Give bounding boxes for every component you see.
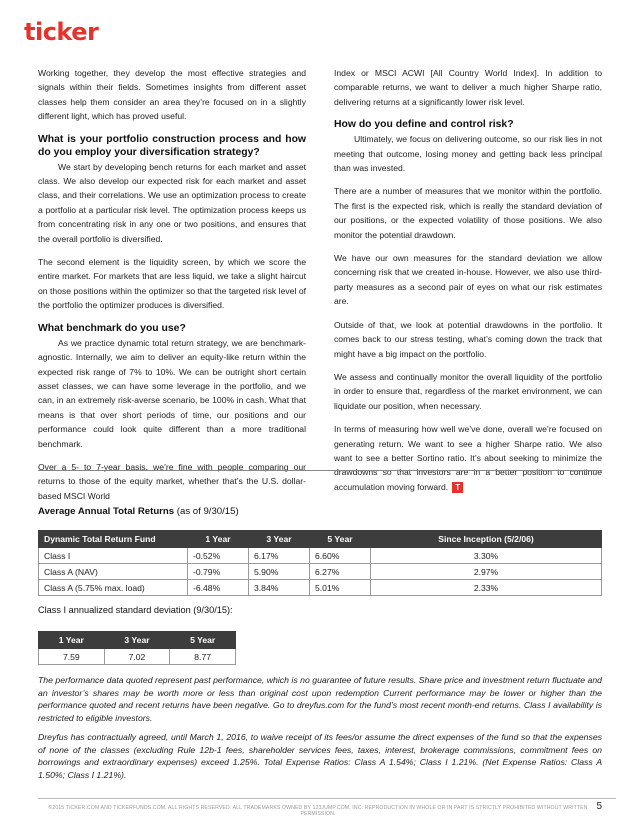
- returns-title-date: (as of 9/30/15): [174, 506, 239, 517]
- header-cell: 3 Year: [249, 531, 310, 548]
- table-cell: -0.79%: [188, 564, 249, 580]
- table-cell: 5.90%: [249, 564, 310, 580]
- header-cell: Since Inception (5/2/06): [371, 531, 602, 548]
- std-dev-table: [38, 631, 236, 665]
- paragraph: As we practice dynamic total return strategy, we are benchmark-agnostic. Internally, we aim to deliver an equity-like return within the expected risk range of 7% to 10%. We can be outright short certain asset classes, we can have some leverage in the portfolio, and we can, in an extremely risk-averse scenario, be 100% in cash. What that means is that over short periods of time, our positions and our performance could look quite different than a more traditional benchmark.: [38, 337, 306, 449]
- footer-divider: [38, 798, 616, 799]
- paragraph: There are a number of measures that we monitor within the portfolio. The first is the expected risk, which is really the standard deviation of our positions, or the expected volatility of those positions. We also monitor the potential drawdown.: [334, 186, 602, 240]
- table-cell: 3.84%: [249, 580, 310, 596]
- expense-disclaimer: Dreyfus has contractually agreed, until March 1, 2016, to waive receipt of its fees/or assume the direct expenses of the fund so that the expenses of none of the classes (excluding Rule 12b-1 fees, shareholder services fees, taxes, interest, brokerage commissions, commitment fees on borrowings and extraordinary expenses) exceed 1.25%. Total Expense Ratios: Class A 1.54%; Class I 1.21%. (Net Expense Ratios: Class A 1.50%; Class I 1.21%).: [38, 732, 602, 780]
- header-cell: 5 Year: [170, 632, 236, 649]
- paragraph-text: In terms of measuring how well we’ve done, overall we’re focused on generating return. We want to see a higher Sharpe ratio. We also want to see a better Sortino ratio. It’s about seeking to minimize the drawdowns so that investors are in a better position to continue accumulation moving forward.: [334, 424, 602, 492]
- returns-table: [38, 530, 602, 596]
- table-cell: -0.52%: [188, 548, 249, 564]
- table-cell: 6.60%: [310, 548, 371, 564]
- paragraph: Outside of that, we look at potential drawdowns in the portfolio. It comes back to our stress testing, what’s coming down the track that might have a big impact on the portfolio.: [334, 319, 602, 359]
- header-cell: Dynamic Total Return Fund: [39, 531, 188, 548]
- returns-title-bold: Average Annual Total Returns: [38, 506, 175, 517]
- section-heading: What is your portfolio construction process and how do you employ your diversification strategy?: [38, 133, 306, 158]
- paragraph: Over a 5- to 7-year basis, we’re fine with people comparing our returns to those of the equity market, whether that’s the U.S. dollar-based MSCI World: [38, 461, 306, 501]
- table-row: [39, 580, 602, 596]
- table-cell: 8.77: [170, 649, 236, 665]
- section-heading: How do you define and control risk?: [334, 119, 514, 131]
- paragraph: Index or MSCI ACWI [All Country World Index]. In addition to comparable returns, we want to deliver a much higher Sharpe ratio, delivering returns at a significantly lower risk level.: [334, 68, 602, 107]
- section-divider: [38, 470, 602, 471]
- copyright-footer: ©2015 TICKER.COM AND TICKERFUNDS.COM. ALL RIGHTS RESERVED. ALL TRADEMARKS OWNED BY 123JUMP.COM, INC. REPRODUCTION IN WHOLE OR IN PART IS STRICTLY PROHIBITED WITHOUT WRITTEN PERMISSION.: [48, 805, 588, 817]
- paragraph: Ultimately, we focus on delivering outcome, so our risk lies in not meeting that outcome, losing money and getting back less principal than was invested.: [334, 134, 602, 174]
- table-cell: 3.30%: [371, 548, 602, 564]
- paragraph: [334, 422, 602, 494]
- ticker-logo: ticker: [24, 18, 99, 46]
- ticker-end-mark-icon: T: [452, 482, 463, 493]
- table-row: [39, 548, 602, 564]
- returns-title: [38, 506, 239, 517]
- table-row: [39, 649, 236, 665]
- section-heading: What benchmark do you use?: [38, 322, 186, 334]
- table-cell: 2.97%: [371, 564, 602, 580]
- header-cell: 3 Year: [104, 632, 170, 649]
- table-cell: 5.01%: [310, 580, 371, 596]
- header-cell: 1 Year: [188, 531, 249, 548]
- std-dev-title: Class I annualized standard deviation (9/30/15):: [38, 605, 233, 615]
- header-cell: 5 Year: [310, 531, 371, 548]
- page-number: 5: [596, 801, 602, 812]
- table-row: [39, 564, 602, 580]
- table-cell: Class I: [39, 548, 188, 564]
- table-cell: 2.33%: [371, 580, 602, 596]
- table-cell: Class A (NAV): [39, 564, 188, 580]
- table-cell: 7.02: [104, 649, 170, 665]
- paragraph: We have our own measures for the standard deviation we allow concerning risk that we created in-house. However, we also use third-party measures as a second pair of eyes on what our risk estimates are.: [334, 253, 602, 307]
- paragraph: Working together, they develop the most effective strategies and signals within their fields. Sometimes insights from different asset classes help them consider an area they’re focused on in a slightly different light, which has proved useful.: [38, 68, 306, 122]
- paragraph: We assess and continually monitor the overall liquidity of the portfolio in order to ensure that, regardless of the market environment, we can liquidate our position, when necessary.: [334, 371, 602, 411]
- left-column: [38, 66, 306, 512]
- table-header-row: [39, 531, 602, 548]
- table-cell: 6.27%: [310, 564, 371, 580]
- table-cell: Class A (5.75% max. load): [39, 580, 188, 596]
- performance-disclaimer: The performance data quoted represent past performance, which is no guarantee of future results. Share price and investment return fluctuate and an investor’s shares may be worth more or less than original cost upon redemption Current performance may be lower or higher than the performance quoted and recent returns have been negative. Go to dreyfus.com for the fund’s most recent month-end returns. Class I availability is restricted to eligible investors.: [38, 675, 602, 723]
- paragraph: We start by developing bench returns for each market and asset class. We also develop our expected risk for each market and asset class, and their correlations. We use an optimization process to create a portfolio at a particular risk level. The optimization process keeps us from concentrating risk in any one or two positions, and ensures that the overall portfolio is diversified.: [38, 161, 306, 244]
- table-cell: 7.59: [39, 649, 105, 665]
- table-header-row: [39, 632, 236, 649]
- table-cell: 6.17%: [249, 548, 310, 564]
- header-cell: 1 Year: [39, 632, 105, 649]
- table-cell: -6.48%: [188, 580, 249, 596]
- right-column: [334, 66, 602, 503]
- paragraph: The second element is the liquidity screen, by which we score the entire market. For markets that are less liquid, we take a slight haircut on those positions within the optimizer so that the targeted risk level of the portfolio the optimizer produces is diversified.: [38, 257, 306, 311]
